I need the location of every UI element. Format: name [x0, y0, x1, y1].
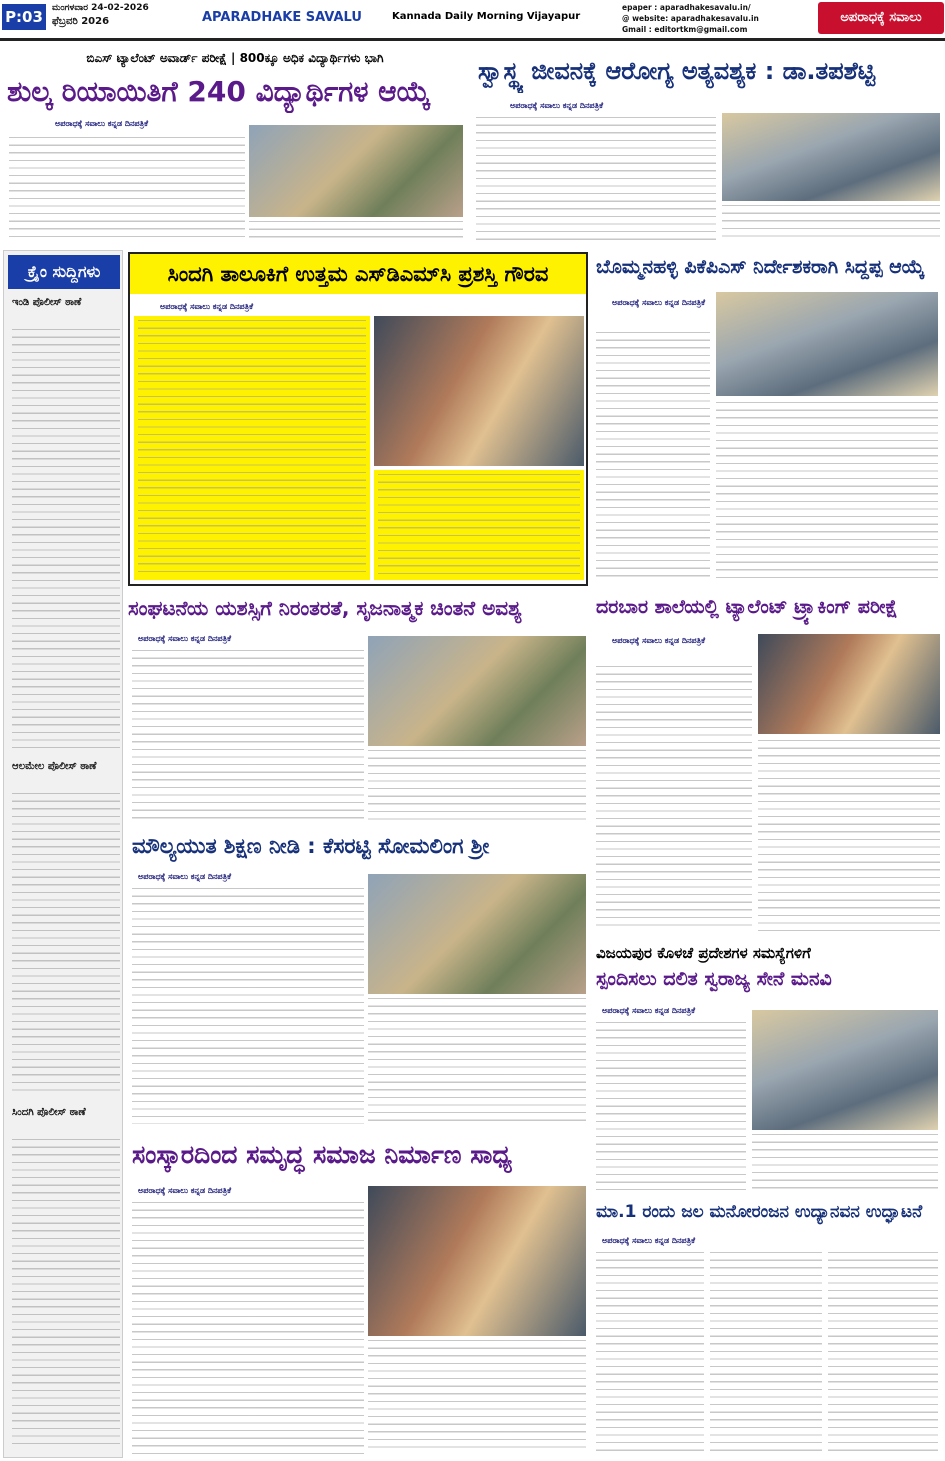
- article-headline: ಶುಲ್ಕ ರಿಯಾಯಿತಿಗೆ 240 ವಿದ್ಯಾರ್ಥಿಗಳ ಆಯ್ಕೆ: [7, 75, 431, 108]
- article-byline: ಅಪರಾಧಕ್ಕೆ ಸವಾಲು ಕನ್ನಡ ದಿನಪತ್ರಿಕೆ: [602, 1236, 696, 1245]
- article-valuable-education: [128, 830, 588, 1130]
- article-body: [828, 1252, 938, 1454]
- paper-name: APARADHAKE SAVALU: [202, 10, 362, 25]
- article-body: [722, 205, 940, 243]
- article-body-highlight: [374, 470, 584, 580]
- article-water-park: [592, 1198, 942, 1458]
- article-body: [596, 1252, 704, 1454]
- article-body: [368, 750, 586, 820]
- article-headline: ದರಬಾರ ಶಾಲೆಯಲ್ಲಿ ಟ್ಯಾಲೆಂಟ್ ಟ್ರ್ಯಾಕಿಂಗ್ ಪರೀಕ್ಷೆ: [596, 596, 898, 618]
- article-culture: [128, 1136, 588, 1458]
- article-headline: ಬೊಮ್ಮನಹಳ್ಳಿ ಪಿಕೆಪಿಎಸ್ ನಿರ್ದೇಶಕರಾಗಿ ಸಿದ್ದಪ್ಪ ಆಯ್ಕೆ: [596, 256, 925, 278]
- article-headline: ಮೌಲ್ಯಯುತ ಶಿಕ್ಷಣ ನೀಡಿ : ಕೆಸರಟ್ಟಿ ಸೋಮಲಿಂಗ ಶ್ರೀ: [132, 834, 490, 858]
- crime-body: [12, 329, 120, 749]
- article-body: [9, 137, 245, 241]
- epaper-text: epaper : aparadhakesavalu.in/: [622, 3, 751, 12]
- article-darbar-school: [592, 592, 942, 936]
- article-photo: [368, 874, 586, 994]
- article-body: [596, 1022, 746, 1190]
- article-headline: ಸಂಸ್ಕಾರದಿಂದ ಸಮೃದ್ಧ ಸಮಾಜ ನಿರ್ಮಾಣ ಸಾಧ್ಯ: [132, 1140, 512, 1169]
- article-body: [596, 332, 710, 582]
- article-body: [132, 650, 364, 820]
- page-label: P:03: [2, 4, 46, 30]
- article-photo: [374, 316, 584, 466]
- article-body: [132, 888, 364, 1124]
- tagline: Kannada Daily Morning Vijayapur: [392, 11, 581, 22]
- article-byline: ಅಪರಾಧಕ್ಕೆ ಸವಾಲು ಕನ್ನಡ ದಿನಪತ್ರಿಕೆ: [612, 298, 706, 307]
- article-photo: [716, 292, 938, 396]
- article-body: [710, 1252, 822, 1454]
- article-sdmc-award: [128, 252, 588, 586]
- article-photo: [249, 125, 463, 217]
- article-body: [368, 998, 586, 1124]
- article-photo: [368, 1186, 586, 1336]
- article-byline: ಅಪರಾಧಕ್ಕೆ ಸವಾಲು ಕನ್ನಡ ದಿನಪತ್ರಿಕೆ: [55, 119, 149, 128]
- article-headline: ಸಿಂದಗಿ ತಾಲೂಕಿಗೆ ಉತ್ತಮ ಎಸ್‌ಡಿಎಮ್‌ಸಿ ಪ್ರಶಸ್ತಿ ಗೌರವ: [130, 254, 586, 294]
- crime-station-sindagi: ಸಿಂದಗಿ ಪೊಲೀಸ್ ಠಾಣೆ: [12, 1107, 86, 1118]
- article-byline: ಅಪರಾಧಕ್ಕೆ ಸವಾಲು ಕನ್ನಡ ದಿನಪತ್ರಿಕೆ: [612, 636, 706, 645]
- article-body: [758, 740, 940, 932]
- article-byline: ಅಪರಾಧಕ್ಕೆ ಸವಾಲು ಕನ್ನಡ ದಿನಪತ್ರಿಕೆ: [602, 1006, 696, 1015]
- article-body-highlight: [134, 316, 370, 580]
- article-slum-areas: [592, 940, 942, 1194]
- article-byline: ಅಪರಾಧಕ್ಕೆ ಸವಾಲು ಕನ್ನಡ ದಿನಪತ್ರಿಕೆ: [138, 634, 232, 643]
- article-byline: ಅಪರಾಧಕ್ಕೆ ಸವಾಲು ಕನ್ನಡ ದಿನಪತ್ರಿಕೆ: [138, 872, 232, 881]
- website-text: @ website: aparadhakesavalu.in: [622, 14, 759, 23]
- article-body: [132, 1202, 364, 1454]
- crime-column: [3, 250, 123, 1458]
- crime-station-alamela: ಆಲಮೇಲ ಪೊಲೀಸ್ ಠಾಣೆ: [12, 761, 97, 772]
- article-headline: ಸ್ವಾಸ್ಥ್ಯ ಜೀವನಕ್ಕೆ ಆರೋಗ್ಯ ಅತ್ಯವಶ್ಯಕ : ಡಾ.ತಪಶೆಟ್ಟಿ: [478, 57, 876, 85]
- crime-title: ಕ್ರೈಂ ಸುದ್ದಿಗಳು: [8, 255, 120, 289]
- article-body: [596, 666, 752, 932]
- article-headline-line1: ವಿಜಯಪುರ ಕೊಳಚೆ ಪ್ರದೇಶಗಳ ಸಮಸ್ಯೆಗಳಿಗೆ: [596, 944, 811, 962]
- article-body: [378, 474, 580, 576]
- article-body: [138, 320, 366, 576]
- email-text: Gmail : editortkm@gmail.com: [622, 25, 748, 34]
- article-health: [470, 45, 942, 247]
- crime-body: [12, 1139, 120, 1449]
- article-kicker: ಬಿಎಸ್ ಟ್ಯಾಲೆಂಟ್ ಅವಾರ್ಡ್ ಪರೀಕ್ಷೆ | 800ಕ್ಕೂ ಅಧಿಕ ವಿದ್ಯಾರ್ಥಿಗಳು ಭಾಗಿ: [86, 51, 384, 65]
- article-headline-line2: ಸ್ಪಂದಿಸಲು ದಲಿತ ಸ್ವರಾಜ್ಯ ಸೇನೆ ಮನವಿ: [596, 968, 832, 990]
- masthead: [0, 0, 945, 44]
- masthead-rule: [0, 38, 945, 41]
- article-byline: ಅಪರಾಧಕ್ಕೆ ಸವಾಲು ಕನ್ನಡ ದಿನಪತ್ರಿಕೆ: [138, 1186, 232, 1195]
- crime-body: [12, 793, 120, 1093]
- article-headline: ಮಾ.1 ರಂದು ಜಲ ಮನೋರಂಜನ ಉದ್ಯಾನವನ ಉದ್ಘಾಟನೆ: [596, 1202, 923, 1222]
- article-byline: ಅಪರಾಧಕ್ಕೆ ಸವಾಲು ಕನ್ನಡ ದಿನಪತ್ರಿಕೆ: [510, 101, 604, 110]
- article-talent-award: [3, 45, 466, 247]
- article-photo: [758, 634, 940, 734]
- article-organisation: [128, 592, 588, 824]
- article-body: [249, 221, 463, 243]
- article-byline: ಅಪರಾಧಕ್ಕೆ ಸವಾಲು ಕನ್ನಡ ದಿನಪತ್ರಿಕೆ: [160, 302, 254, 311]
- article-body: [368, 1340, 586, 1454]
- article-headline: ಸಂಘಟನೆಯ ಯಶಸ್ಸಿಗೆ ನಿರಂತರತೆ, ಸೃಜನಾತ್ಮಕ ಚಿಂತನೆ ಅವಶ್ಯ: [128, 596, 522, 620]
- article-photo: [722, 113, 940, 201]
- article-photo: [368, 636, 586, 746]
- article-body: [716, 402, 938, 582]
- article-pkps-director: [592, 252, 942, 586]
- article-body: [476, 117, 716, 243]
- month-line: ಫೆಬ್ರವರಿ 2026: [52, 16, 110, 27]
- crime-station-indi: ಇಂಡಿ ಪೊಲೀಸ್ ಠಾಣೆ: [12, 297, 82, 308]
- masthead-logo: ಅಪರಾಧಕ್ಕೆ ಸವಾಲು: [818, 2, 944, 34]
- article-body: [752, 1134, 938, 1190]
- date-line: ಮಂಗಳವಾರ 24-02-2026: [52, 3, 149, 13]
- article-photo: [752, 1010, 938, 1130]
